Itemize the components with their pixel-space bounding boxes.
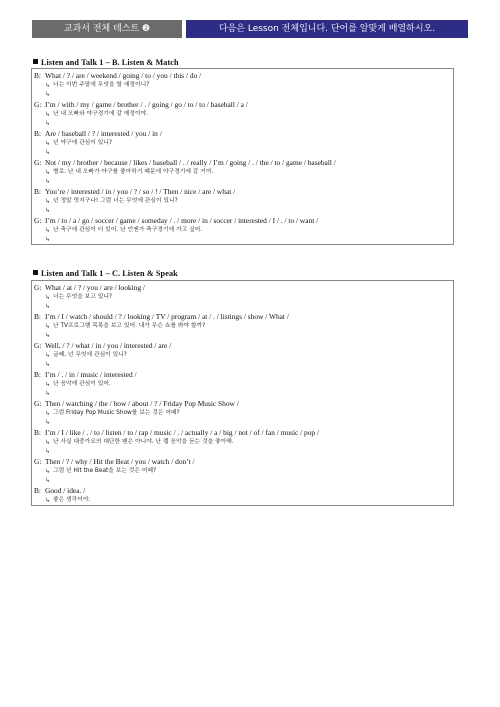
translation-line — [34, 496, 453, 505]
translation-line — [34, 110, 453, 119]
korean-translation: 별로. 난 내 오빠가 야구를 좋아하기 때문에 야구경기에 갈 거야. — [53, 169, 214, 175]
speaker-label: G: — [34, 399, 42, 408]
korean-translation: 좋은 생각이야. — [53, 497, 91, 503]
arrow-icon: ↳ — [45, 303, 51, 310]
scrambled-words: What / ? / are / weekend / going / to / you / this / do / — [45, 71, 202, 80]
dialogue-line — [34, 369, 453, 380]
scrambled-words: You’re / interested / in / you / ? / so / ! / Then / nice / are / what / — [45, 187, 236, 196]
arrow-icon: ↳ — [45, 149, 51, 156]
speaker-label: G: — [34, 457, 42, 466]
translation-line — [34, 467, 453, 476]
speaker-label: B: — [34, 187, 41, 196]
scrambled-words: I’m / I / like / . / to / listen / to / rap / music / . / actually / a / big / not / of / fan / music / pop / — [45, 428, 320, 437]
korean-translation: 난 음악에 관심이 있어. — [53, 381, 111, 387]
arrow-icon: ↳ — [45, 140, 51, 147]
translation-line — [34, 351, 453, 360]
translation-line — [34, 293, 453, 302]
section-title-2: Listen and Talk 1 – C. Listen & Speak — [33, 269, 178, 278]
instruction-banner: 다음은 Lesson 전체입니다. 단어를 알맞게 배열하시오. — [186, 20, 468, 38]
arrow-icon: ↳ — [45, 352, 51, 359]
arrow-icon: ↳ — [45, 178, 51, 185]
test-title-badge: 교과서 전체 테스트 ❷ — [32, 20, 182, 38]
speaker-label: G: — [34, 100, 42, 109]
dialogue-line — [34, 99, 453, 110]
translation-line — [34, 438, 453, 447]
answer-line — [34, 148, 453, 157]
korean-translation: 난 내 오빠와 야구경기에 갈 예정이야. — [53, 111, 149, 117]
speaker-label: B: — [34, 71, 41, 80]
arrow-icon: ↳ — [45, 111, 51, 118]
translation-line — [34, 226, 453, 235]
dialogue-box-2 — [31, 280, 454, 506]
arrow-icon: ↳ — [45, 91, 51, 98]
answer-line — [34, 119, 453, 128]
scrambled-words: Then / watching / the / how / about / ? / Friday Pop Music Show / — [45, 399, 239, 408]
speaker-label: B: — [34, 129, 41, 138]
korean-translation: 그럼 넌 Hit the Beat을 보는 것은 어때? — [53, 468, 157, 474]
answer-line — [34, 447, 453, 456]
arrow-icon: ↳ — [45, 207, 51, 214]
korean-translation: 넌 정말 멋지구나! 그럼 너는 무엇에 관심이 있니? — [53, 198, 178, 204]
scrambled-words: What / at / ? / you / are / looking / — [45, 283, 145, 292]
arrow-icon: ↳ — [45, 82, 51, 89]
dialogue-line — [34, 70, 453, 81]
translation-line — [34, 380, 453, 389]
scrambled-words: I’m / I / watch / should / ? / looking / TV / program / at / . / listings / show / What / — [45, 312, 289, 321]
arrow-icon: ↳ — [45, 497, 51, 504]
korean-translation: 난 사실 대중가요의 대단한 팬은 아니야. 난 랩 음악을 듣는 것을 좋아해. — [53, 439, 234, 445]
arrow-icon: ↳ — [45, 419, 51, 426]
speaker-label: B: — [34, 370, 41, 379]
scrambled-words: I’m / . / in / music / interested / — [45, 370, 137, 379]
korean-translation: 난 TV프로그램 목록을 보고 있어. 내가 무슨 쇼를 봐야 할까? — [53, 323, 206, 329]
arrow-icon: ↳ — [45, 390, 51, 397]
speaker-label: B: — [34, 428, 41, 437]
korean-translation: 난 축구에 관심이 더 있어. 난 언젠가 축구경기에 가고 싶어. — [53, 227, 203, 233]
arrow-icon: ↳ — [45, 468, 51, 475]
bullet-square-icon — [33, 59, 38, 64]
dialogue-box-1 — [31, 68, 454, 245]
scrambled-words: Then / ? / why / Hit the Beat / you / watch / don’t / — [45, 457, 195, 466]
scrambled-words: I’m / to / a / go / soccer / game / someday / . / more / in / soccer / interested / I / . / to / want / — [45, 216, 319, 225]
dialogue-line — [34, 282, 453, 293]
scrambled-words: Are / baseball / ? / interested / you / in / — [45, 129, 162, 138]
arrow-icon: ↳ — [45, 198, 51, 205]
translation-line — [34, 409, 453, 418]
answer-line — [34, 389, 453, 398]
speaker-label: G: — [34, 283, 42, 292]
korean-translation: 글쎄, 넌 무엇에 관심이 있니? — [53, 352, 127, 358]
scrambled-words: Not / my / brother / because / likes / baseball / . / really / I’m / going / . / the / to / game / baseball / — [45, 158, 336, 167]
scrambled-words: Well, / ? / what / in / you / interested / are / — [45, 341, 172, 350]
speaker-label: B: — [34, 486, 41, 495]
answer-line — [34, 206, 453, 215]
arrow-icon: ↳ — [45, 410, 51, 417]
speaker-label: G: — [34, 158, 42, 167]
scrambled-words: I’m / with / my / game / brother / . / going / go / to / to / baseball / a / — [45, 100, 248, 109]
dialogue-line — [34, 311, 453, 322]
dialogue-line — [34, 398, 453, 409]
arrow-icon: ↳ — [45, 227, 51, 234]
arrow-icon: ↳ — [45, 439, 51, 446]
translation-line — [34, 322, 453, 331]
answer-line — [34, 177, 453, 186]
answer-line — [34, 235, 453, 244]
speaker-label: G: — [34, 341, 42, 350]
dialogue-line — [34, 340, 453, 351]
arrow-icon: ↳ — [45, 120, 51, 127]
translation-line — [34, 81, 453, 90]
arrow-icon: ↳ — [45, 169, 51, 176]
speaker-label: B: — [34, 312, 41, 321]
dialogue-line — [34, 427, 453, 438]
dialogue-line — [34, 485, 453, 496]
speaker-label: G: — [34, 216, 42, 225]
arrow-icon: ↳ — [45, 236, 51, 243]
translation-line — [34, 197, 453, 206]
scrambled-words: Good / idea. / — [45, 486, 86, 495]
dialogue-line — [34, 157, 453, 168]
korean-translation: 그럼 Friday Pop Music Show를 보는 것은 어때? — [53, 410, 180, 416]
answer-line — [34, 90, 453, 99]
answer-line — [34, 418, 453, 427]
translation-line — [34, 168, 453, 177]
dialogue-line — [34, 128, 453, 139]
dialogue-line — [34, 456, 453, 467]
bullet-square-icon — [33, 270, 38, 275]
arrow-icon: ↳ — [45, 381, 51, 388]
answer-line — [34, 476, 453, 485]
arrow-icon: ↳ — [45, 477, 51, 484]
answer-line — [34, 331, 453, 340]
arrow-icon: ↳ — [45, 448, 51, 455]
dialogue-line — [34, 186, 453, 197]
korean-translation: 넌 야구에 관심이 있니? — [53, 140, 113, 146]
translation-line — [34, 139, 453, 148]
arrow-icon: ↳ — [45, 323, 51, 330]
arrow-icon: ↳ — [45, 294, 51, 301]
arrow-icon: ↳ — [45, 361, 51, 368]
answer-line — [34, 360, 453, 369]
section-title-1: Listen and Talk 1 – B. Listen & Match — [33, 58, 179, 67]
dialogue-line — [34, 215, 453, 226]
arrow-icon: ↳ — [45, 332, 51, 339]
korean-translation: 너는 이번 주말에 무엇을 할 예정이니? — [53, 82, 150, 88]
answer-line — [34, 302, 453, 311]
korean-translation: 너는 무엇을 보고 있니? — [53, 294, 113, 300]
